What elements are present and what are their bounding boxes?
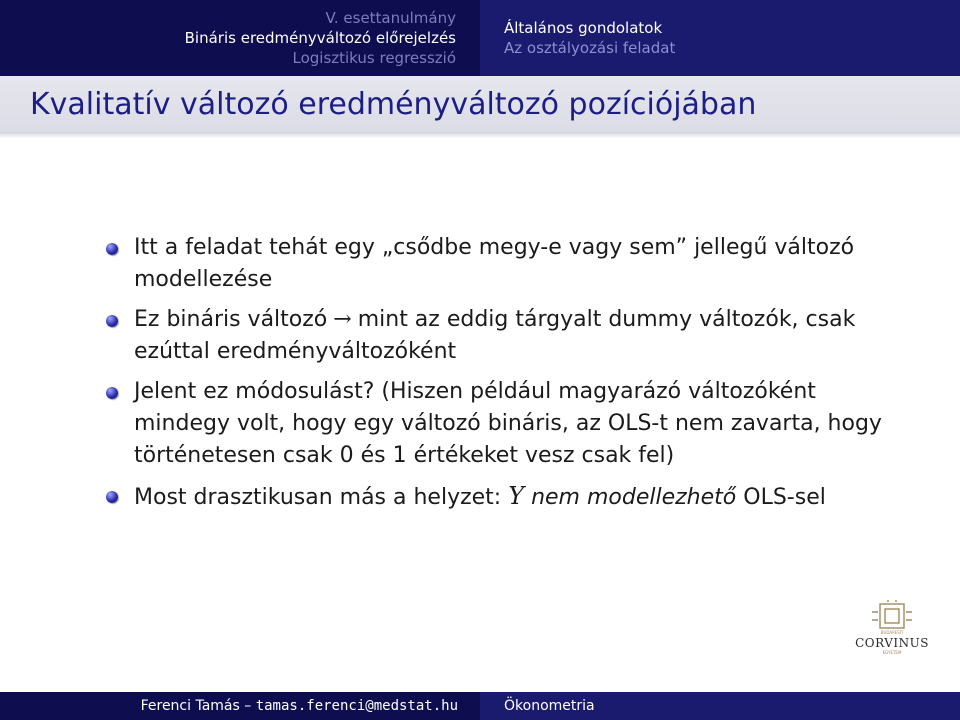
right-arrow-icon: → <box>333 307 352 332</box>
logo-bottom-text: EGYETEM <box>882 650 902 655</box>
subsection-nav <box>480 0 960 76</box>
bullet-ball-icon <box>106 315 118 327</box>
logo-wordmark: CORVINUS <box>855 636 929 650</box>
bullet-item-2 <box>104 304 904 368</box>
bullet-list <box>104 232 904 514</box>
bullet-ball-icon <box>106 387 118 399</box>
footer-email: tamas.ferenci@medstat.hu <box>255 698 458 714</box>
bullet-item-4 <box>104 480 904 514</box>
bullet-item-1 <box>104 232 904 296</box>
bullet-text-1: Itt a feladat tehát egy „csődbe megy-e vagy sem” jellegű változó modellezése <box>134 235 855 292</box>
bullet-text-3: Jelent ez módosulást? (Hiszen például magyarázó változóként mindegy volt, hogy egy változó bináris, az OLS-t nem zavarta, hogy történetesen csak 0 és 1 értékeket vesz csak fel) <box>134 379 882 468</box>
footer-author: Ferenci Tamás <box>140 698 240 714</box>
nav-section-case-study[interactable]: V. esettanulmány <box>325 9 456 27</box>
math-variable-y: Y <box>508 482 525 510</box>
bullet-text-4-emph: nem modellezhető <box>531 485 737 510</box>
bullet-text-4-pre: Most drasztikusan más a helyzet: <box>134 485 502 510</box>
footer-separator: – <box>244 698 252 714</box>
nav-section-logistic-regression[interactable]: Logisztikus regresszió <box>292 49 456 67</box>
bullet-ball-icon <box>106 243 118 255</box>
bullet-item-3 <box>104 376 904 472</box>
bullet-text-4-post: OLS-sel <box>743 485 826 510</box>
header-nav <box>0 0 960 76</box>
frame-title-bar <box>0 76 960 132</box>
slide-content <box>104 232 904 522</box>
nav-subsection-general-thoughts[interactable]: Általános gondolatok <box>504 19 663 37</box>
frame-title: Kvalitatív változó eredményváltozó pozíciójában <box>30 86 757 122</box>
nav-section-binary-forecast[interactable]: Bináris eredményváltozó előrejelzés <box>184 29 456 47</box>
corvinus-logo-icon <box>850 600 934 670</box>
bullet-text-2-post: mint az eddig tárgyalt dummy változók, csak ezúttal eredményváltozóként <box>134 307 856 364</box>
title-shadow <box>0 132 960 138</box>
section-nav <box>0 0 480 76</box>
footer-course: Ökonometria <box>504 698 595 714</box>
footer <box>0 692 960 720</box>
footer-author-block <box>0 692 480 720</box>
footer-course-block <box>480 692 960 720</box>
nav-subsection-classification-task[interactable]: Az osztályozási feladat <box>504 39 676 57</box>
logo-top-text: BUDAPESTI <box>880 630 904 635</box>
bullet-ball-icon <box>106 491 118 503</box>
bullet-text-2-pre: Ez bináris változó <box>134 307 328 332</box>
